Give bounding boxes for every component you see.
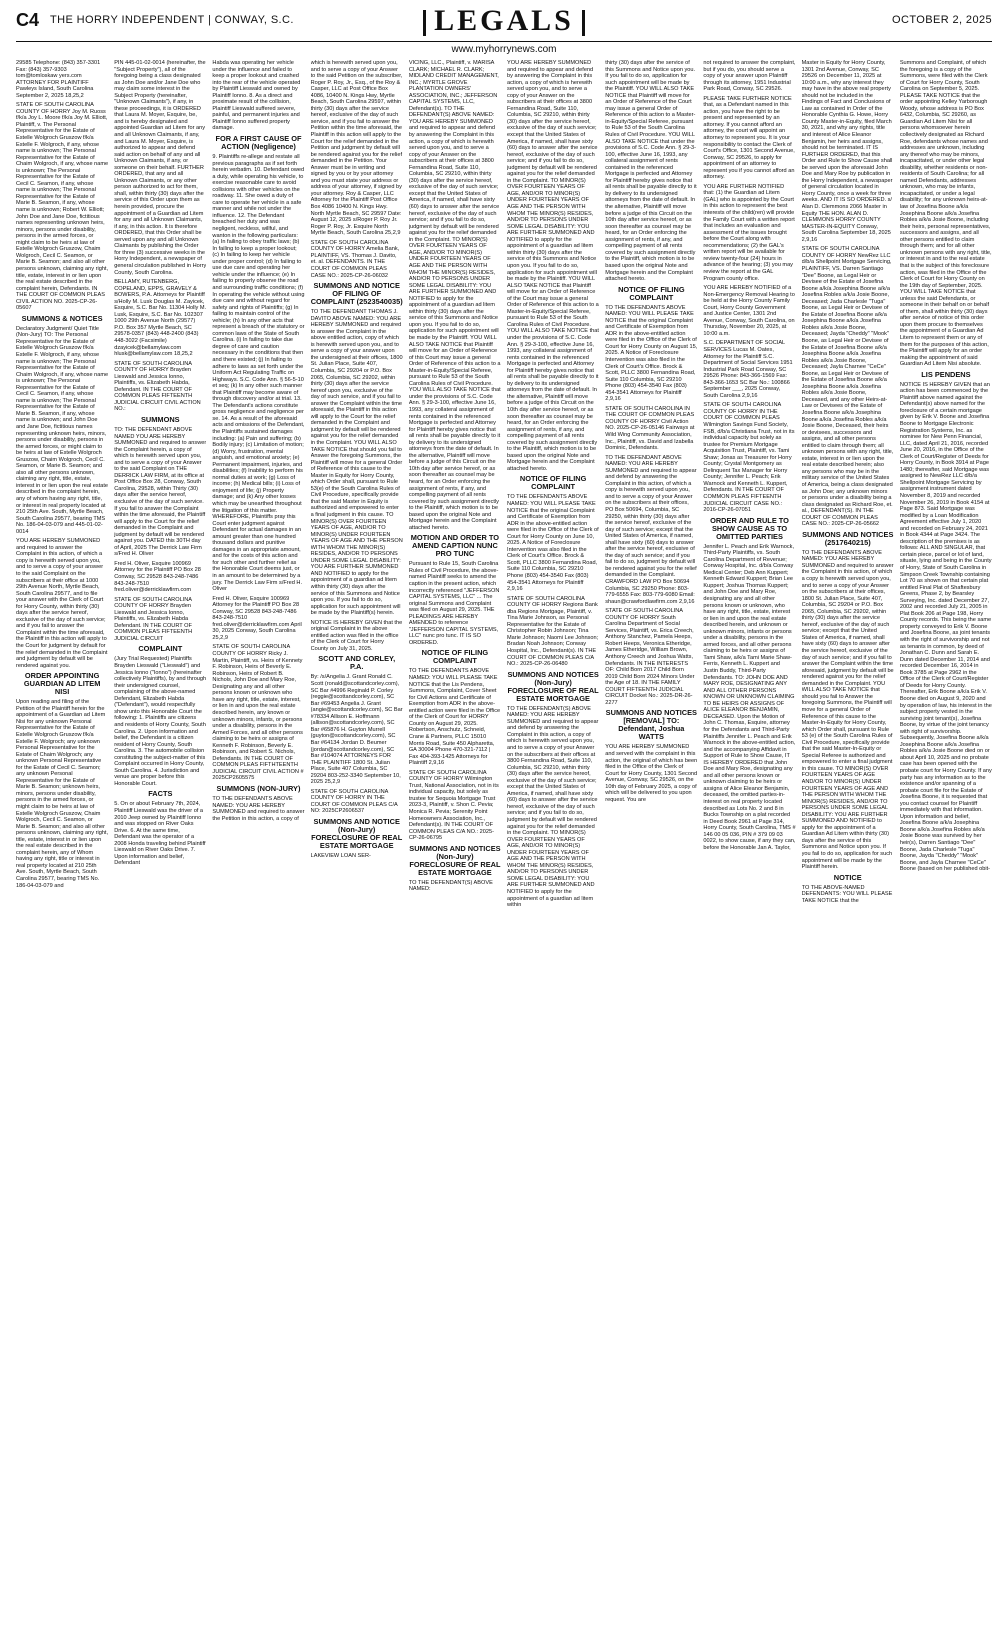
notice-heading: SCOTT AND CORLEY, P.A. [318, 654, 396, 672]
notice-paragraph: STATE OF SOUTH CAROLINA COUNTY OF HORRY Wilmington Trust, National Association, not in its individual capacity, but solely as trustee for Sequoia Mortgage Trust 2023-3, Plaintiff, v. Shon C. Pevia; Monica R. Pevia; Serenity Point Homeowners Association, Inc., Defendant(s). IN THE COURT OF COMMON PLEAS C/A NO.: 2025-CP-26-06795 [408, 769, 499, 842]
notice-heading: SUMMONS AND NOTICES (Non-Jury) FORECLOSURE OF REAL ESTATE MORTGAGE [409, 843, 501, 877]
notice-paragraph: YOU ARE FURTHER NOTIFIED that: (1) the Guardian ad Litem (GAL) who is appointed by the Court in this action to represent the best interests of the child(ren) will provide the Family Court with a written report that includes an evaluation and assessment of the issues brought before the Court along with recommendations; (2) the GAL's written report will be available for review twenty-four (24) hours in advance of the hearing; (3) you may review the report at the GAL Program county office. [703, 183, 795, 282]
notice-paragraph: STATE OF SOUTH CAROLINA COUNTY OF HORRY Joy M. Ruoss f/k/a Joy L. Moore f/k/a Joy M. Elliott, Plaintiff, v. The Personal Representative for the Estate of Estelle Wolgroch Gruszow f/k/a Estelle F. Wolgroch, if any, whose name is unknown; The Personal Representative for the Estate of Chaim Wolgroch, if any, whose name is unknown; The Personal Representative for the Estate of Cecil C. Seamon, if any, whose name is unknown; The Personal Representative for the Estate of Marie B. Seamon, if any, whose name is unknown; Robert W. Elliott; John Doe and Jane Doe, fictitious names representing unknown heirs, minors, persons under disability, persons in the armed forces, or might claim to be heirs at law of Estelle Wolgroch Gruszow, Chaim Wolgroch, Cecil C. Seamon, or Marie B. Seamon; and also all other persons unknown, claiming any right, title, estate, interest in or lien upon the real estate described in the complaint herein, Defendants. IN THE COURT OF COMMON PLEAS CIVIL ACTION NO. 2025-CP-26-05607 [16, 102, 109, 312]
notice-paragraph: YOU ARE HEREBY SUMMONED and required to appear and defend by answering the Complaint in this action, a copy of which is herewith served upon you, and to serve a copy of your Answer on the subscribers at their offices at 3800 Fernandina Road, Suite 110, Columbia, SC 29210, within thirty (30) days after the service hereof, exclusive of the day of such service; except that the United States of America, if named, shall have sixty (60) days to answer after the service hereof, exclusive of the day of such service; and if you fail to do so, judgment by default will be rendered against you for the relief demanded in the Complaint. TO MINOR(S) OVER FOURTEEN YEARS OF AGE, AND/OR TO MINOR(S) UNDER FOURTEEN YEARS OF AGE AND THE PERSON WITH WHOM THE MINOR(S) RESIDES, AND/OR TO PERSONS UNDER SOME LEGAL DISABILITY: YOU ARE FURTHER SUMMONED AND NOTIFIED to apply for the appointment of a guardian ad litem within thirty (30) days after the service of this Summons and Notice upon you. If you fail to do so, application for such appointment will be made by the Plaintiff. YOU WILL ALSO TAKE NOTICE that Plaintiff will move for an Order of Reference of the Court may issue a general Order of Reference of this action to a Master-in-Equity/Special Referee, pursuant to Rule 53 of the South Carolina Rules of Civil Procedure. YOU WILL ALSO TAKE NOTICE that under the provisions of S.C. Code Ann. § 29-3-100, effective June 16, 1993, any collateral assignment of rents contained in the referenced Mortgage is perfected and Attorney for Plaintiff hereby gives notice that all rents shall be payable directly to it by delivery to its undersigned attorneys from the date of default. In the alternative, Plaintiff will move before a judge of this Circuit on the 10th day after service hereof, or as soon thereafter as counsel may be heard, for an Order enforcing the assignment of rents, if any, and compelling payment of all rents covered by such assignment directly to the Plaintiff, which motion is to be based upon the original Note and Mortgage herein and the Complaint attached hereto. [507, 60, 599, 472]
notice-paragraph: Fred H. Oliver, Esquire 100969 Attorney for the Plaintiff PO Box 28 Conway, SC 29528 843-248-7486 843-248-7510 fred.oliver@derricklawfirm.com [114, 560, 201, 594]
notice-paragraph: By: /s/Angelia J. Grant Ronald C. Scott (ronald@scottandcorley.com), SC Bar #4996 Reginald P. Corley (reggie@scottandcorley.com), SC Bar #69453 Angelia J. Grant (angie@scottandcorley.com), SC Bar #78334 Allison E. Hoffmann (allison@scottandcorley.com), SC Bar #65876 H. Guyton Murrell (guyton@scottandcorley.com), SC Bar #64134 Jordan D. Beumer (jordan@scottandcorley.com), SC Bar #104074 ATTORNEYS FOR THE PLAINTIFF 1800 St. Julian Place, Suite 407 Columbia, SC 29204 803-252-3340 September 10, 2025 25,2,9 [310, 674, 403, 786]
notice-paragraph: YOU ARE HEREBY NOTIFIED of a Non-Emergency Removal Hearing to be held at the Horry County Family Court, Horry County Government and Justice Center, 1301 2nd Avenue, Conway, South Carolina, on Thursday, November 20, 2025, at 10:00 a.m. [703, 285, 795, 337]
issue-date: OCTOBER 2, 2025 [892, 14, 992, 26]
notice-heading: SUMMONS AND NOTICES (Non-Jury) FORECLOSURE OF REAL ESTATE MORTGAGE [507, 669, 599, 703]
column-1 [16, 60, 108, 1630]
notice-paragraph: not required to answer the complaint, but if you do, you should serve a copy of your answer upon Plaintiff through its attorney, 1951 Industrial Park Road, Conway, SC 29526. [703, 60, 796, 93]
notice-heading: FACTS [148, 789, 173, 799]
notice-paragraph: 9. Plaintiffs re-allege and restate all previous paragraphs as if set forth herein verbatim. 10. Defendant owed a duty, while operating his vehicle, to exercise reasonable care to avoid collisions with other vehicles on the roadway. 11. She owed a duty of care to operate her vehicle in a safe manner and while not under the influence. 12. The Defendant breached her duty and was negligent, reckless, willful, and wanton in the following particulars: (a) In failing to obey traffic laws; (b) In failing to keep a proper lookout; (c) In failing to keep her vehicle under proper control; (d) In failing to use due care and operating her vehicle under the influence; (e) In failing to properly observe the road and surrounding traffic conditions; (f) In operating the vehicle without using due care and without regard for safety and rights of Plaintiffs; (g) In failing to maintain control of the vehicle; (h) In any other acts that represent a breach of the statutory or common laws of the State of South Carolina. (i) In failing to take due degree of care and caution necessary in the conditions that then and there existed; (j) In failing to adhere to laws as set forth under the Uniform Act Regulating Traffic on Highways. S.C. Code Ann. § 56-5-10 et seq; (k) In any other such manner that Plaintiff may become aware of through discovery and/or at trial. 13. The Defendant's actions constitute gross negligence and negligence per se. 14. As a result of the aforesaid acts and omissions of the Defendant, the Plaintiffs sustained damages including: (a) Pain and suffering; (b) Bodily injury; (c) Limitation of motion; (d) Worry, frustration, mental anguish, and emotional anxiety; (e) Permanent impairment, injuries, and disabilities; (f) Inability to perform his normal duties at work; (g) Loss of income; (h) Medical bills; (i) Loss of enjoyment of life; (j) Property damage; and (k) Any other losses which may be unearthed throughout the litigation of this matter. WHEREFORE, Plaintiffs pray this Court enter judgment against Defendant for actual damages in an amount greater than one hundred thousand dollars and punitive damages in an appropriate amount, and for the costs of this action and for such other and further relief as the Honorable Court deems just, or in an amount to be determined by a jury. The Derrick Law Firm s/Fred H. Oliver [212, 154, 305, 593]
notice-heading: SUMMONS AND NOTICE OF FILING OF COMPLAINT (2523540035) [310, 281, 403, 307]
notice-paragraph: TO THE ABOVE-NAMED DEFENDANTS: YOU WILL PLEASE TAKE NOTICE that the [801, 884, 893, 904]
publication-name: THE HORRY INDEPENDENT | CONWAY, S.C. [50, 14, 294, 26]
column-6 [507, 60, 599, 1630]
notice-paragraph: PIN 445-01-02-0014 (hereinafter, the "Subject Property"), all of the foregoing being a class designated as John Doe and/or Jane Doe who may claim some interest in the Subject Property (hereinafter, "Unknown Claimants"), if any, in these proceedings, it is ORDERED that Laura M. Moyer, Esquire, be, and is hereby designated and appointed Guardian ad Litem for any and all Unknown Claimants, if any, and Laura M. Moyer, Esquire, is authorized to appear and defend said action on behalf of any and all Unknown Claimants, if any, or someone on their behalf. FURTHER ORDERED, that any and all Unknown Claimants, or any other person authorized to act for them, shall, within thirty (30) days after the service of this Order upon them as herein provided, procure the appointment of a Guardian ad Litem for any and all Unknown Claimants, if any, in this action. It is therefore ORDERED, that this Order shall be served upon any and all Unknown Claimants by publishing the Order for three (3) successive weeks in the Horry Independent, a newspaper of general circulation published in Horry County, South Carolina. [114, 60, 207, 276]
notice-paragraph: TO THE DEFENDANT(S) ABOVE NAMED: YOU ARE HEREBY SUMMONED and required to appear and defend by answering the Complaint in this action, a copy of which is herewith served upon you, and to serve a copy of your Answer on the subscribers at their offices at 3800 Fernandina Road, Suite 110, Columbia, SC 29210, within thirty (30) days after the service hereof, exclusive of the day of such service; except that the United States of America, if named, shall have sixty (60) days to answer after the service hereof, exclusive of the day of such service; and if you fail to do so, judgment by default will be rendered against you for the relief demanded in the Complaint. TO MINOR(S) OVER FOURTEEN YEARS OF AGE, AND/OR TO MINOR(S) UNDER FOURTEEN YEARS OF AGE AND THE PERSON WITH WHOM THE MINOR(S) RESIDES, AND/OR TO PERSONS UNDER SOME LEGAL DISABILITY: YOU ARE FURTHER SUMMONED AND NOTIFIED to apply for the appointment of a guardian ad litem within [507, 705, 599, 909]
notice-paragraph: TO: THE DEFENDANT ABOVE NAMED YOU ARE HEREBY SUMMONED and required to answer the Complaint herein, a copy of which is herewith served upon you, and to serve a copy of your Answer to the said Complaint on THE DERRICK LAW FIRM, at its office at Post Office Box 28, Conway, South Carolina, 29528, within Thirty (30) days after the service hereof, exclusive of the day of such service. If you fail to answer the Complaint within the time aforesaid, the Plaintiff will apply to the Court for the relief demanded in the Complaint and judgment by default will be rendered against you. DATED this 30TH day of April, 2025 The Derrick Law Firm s/Fred H. Oliver [114, 426, 207, 558]
notice-paragraph: STATE OF SOUTH CAROLINA COUNTY OF HORRY IN THE COURT OF COMMON PLEAS Wilmington Savings Fund Society, FSB, d/b/a Christiana Trust, not in its individual capacity but solely as trustee for Premium Mortgage Acquisition Trust, Plaintiff, vs. Tami Shaw; Jonas as Treasurer for Horry County; Crystal Montgomery as Delinquent Tax Manager for Horry County; Jennifer L. Peach; Erik Warnock and Kenneth L. Kuppert, Defendants. IN THE COURT OF COMMON PLEAS FIFTEENTH JUDICIAL CIRCUIT CASE NO.: 2016-CP-26-07051 [703, 402, 795, 514]
column-4 [311, 60, 403, 1630]
notice-paragraph: STATE OF SOUTH CAROLINA COUNTY OF HORRY Brayden Lieswald and Jessica Ionno, Plaintiffs, vs. Elizabeth Habda, Defendant. IN THE COURT OF COMMON PLEAS FIFTEENTH JUDICIAL CIRCUIT CIVIL ACTION NO.: [114, 360, 201, 413]
notice-paragraph: Habda was operating her vehicle under the influence and failed to keep a proper lookout and crashed into the rear of the vehicle operated by Plaintiff Lieswald and owned by Plaintiff Ionno. 8. As a direct and proximate result of the collision, Plaintiff Lieswald suffered severe, painful, and permanent injuries and Plaintiff Ionno suffered property damage. [212, 60, 301, 132]
notice-heading: COMPLAINT [138, 644, 183, 654]
section-bar-left [423, 10, 426, 36]
notice-paragraph: (Jury Trial Requested) Plaintiffs Brayden Lieswald ("Lieswald") and Jessica Ionno ("Ionno") (hereinafter collectively Plaintiffs), by and through their undersigned counsel, complaining of the above-named Defendant, Elizabeth Habda ("Defendant"), would respectfully show unto this Honorable Court the following: 1. Plaintiffs are citizens and residents of Horry County, South Carolina. 2. Upon information and belief, the Defendant is a citizen resident of Horry County, South Carolina. 3. The automobile collision constituting the subject-matter of this Complaint occurred in Horry County, South Carolina. 4. Jurisdiction and venue are proper before this Honorable Court. [114, 656, 207, 787]
notice-heading: SUMMONS AND NOTICES [REMOVAL] TO: Defendant, Joshua WATTS [605, 708, 697, 742]
notice-paragraph: STATE OF SOUTH CAROLINA COUNTY OF HORRY South Carolina Department of Social Services, Plaintiff, vs. Erica Creech, Anthony Stanchez, Pamela Heeps, Robert Heeps, Veronica Etheridge, James Etheridge, William Brown, Anthony Creech and Joshua Watts, Defendants. IN THE INTERESTS OF: Child Born 2017 Child Born 2019 Child Born 2024 Minors Under the Age of 18. IN THE FAMILY COURT FIFTEENTH JUDICIAL CIRCUIT Docket No.: 2025-DR-26-2277 [605, 608, 695, 706]
notice-paragraph: LAKEVIEW LOAN SER- [310, 852, 371, 859]
notice-paragraph: YOU ARE HEREBY SUMMONED and served with the complaint in this action, the original of which has been filed in the Office of the Clerk of Court for Horry County, 1301 Second Avenue, Conway, SC 29526, on the 10th day of February 2025, a copy of which will be delivered to you upon request. You are [605, 744, 698, 803]
column-5 [409, 60, 501, 1630]
section-bar-right [582, 10, 585, 36]
notice-heading: NOTICE OF FILING COMPLAINT [618, 284, 685, 302]
website-link[interactable]: www.myhorrynews.com [451, 44, 557, 55]
notice-heading: NOTICE OF FILING COMPLAINT [519, 474, 587, 492]
page-header [16, 4, 992, 58]
notice-paragraph: YOU ARE HEREBY SUMMONED and required to answer the Complaint in this action, of which a copy is herewith served upon you, and to serve a copy of your answer to the said Complaint on the subscribers at their office at 1000 29th Avenue North, Myrtle Beach, South Carolina 29577, and to file your answer with the Clerk of Court for Horry County, within thirty (30) days after the service hereof, exclusive of the day of such service; and if you fail to answer the Complaint within the time aforesaid, the Plaintiff in this action will apply to the Court for judgment by default for the relief demanded in the Complaint and judgment by default will be rendered against you. [16, 538, 108, 669]
notice-paragraph: STATE OF SOUTH CAROLINA COUNTY OF HORRY Brayden Lieswald and Jessica Ionno, Plaintiffs, vs. Elizabeth Habda Defendant. IN THE COURT OF COMMON PLEAS FIFTEENTH JUDICIAL CIRCUIT [114, 596, 193, 642]
notice-paragraph: NOTICE IS HEREBY GIVEN that an action has been commenced by the Plaintiff above named against the Defendant(s) above named for the foreclosure of a certain mortgage given by Erik V. Boone and Josefina Boone to Mortgage Electronic Registration Systems, Inc. as nominee for New Penn Financial, LLC, dated April 21, 2016, recorded June 20, 2016, in the Office of the Clerk of Court/Register of Deeds for Horry County, in Book 3914 at Page 1480; thereafter, said Mortgage was assigned to NewRez LLC d/b/a Shellpoint Mortgage Servicing by assignment instrument dated November 8, 2019 and recorded November 26, 2019 in Book 4154 at Page 873. Said Mortgage was modified by a Loan Modification Agreement effective July 1, 2020 and recorded on February 24, 2021 in Book 4344 at Page 3424. The description of the premises is as follows: ALL AND SINGULAR, that certain piece, parcel or lot of land, situate, lying and being in the County of Horry, State of South Carolina in Simpson Creek Township containing Lot 70 as shown on that certain plat entitled Final Plat of Shaftesbury Greens, Phase 2, by Bearsley Surveying, Inc. dated December 27, 2002 and recorded July 21, 2005 in Plat Book 206 at Page 198, Horry County records. This being the same property conveyed to Erik V. Boone and Josefina Boone, as joint tenants with the right of survivorship and not as tenants in common, by deed of Jonathan C. Dunn and Sarah E. Dunn dated December 11, 2014 and recorded December 16, 2014 in Book 3785 at Page 2962 in the Office of the Clerk of Court/Register of Deeds for Horry County. Thereafter, Erik Boone a/k/a Erik V. Boone died on August 9, 2020 and by operation of law, his interest in the subject property vested in the surviving joint tenant(s), Josefina Boone, by virtue of the joint tenancy with right of survivorship. Subsequently, Josefina Boone a/k/a Josephina Boone a/k/a Josefina Robles a/k/a Josie Boone died on or about April 10, 2025 and no probate case has been opened with the probate court for Horry County. If any party has any information as to the existence and/or spanning of a probate court file for the Estate of Josefina Boone, it is requested that you contact counsel for Plaintiff immediately with that information. Upon information and belief, Josefina Boone a/k/a Josephina Boone a/k/a Josefina Robles a/k/a Josie Boone was survived by her heir(s), Darren Santiago "Dee" Boone, Jada Charlesle "Tuga" Boone, Jayda "Cheddy" "Mook" Boone, and Jayla Charnee "CeCe" Boone (based on her published obit- [899, 381, 992, 873]
notice-paragraph: TO THE DEFENDANT THOMAS J. DAVITO ABOVE NAMED: YOU ARE HEREBY SUMMONED and required to answer the Complaint in the above entitled action, copy of which is herewith served upon you, and to serve a copy of your answer upon the undersigned at their offices, 1800 St. Julian Place, Suite 407, Columbia, SC 29204 or P.O. Box 2065, Columbia, SC 29202, within thirty (30) days after the service hereof upon you, exclusive of the day of such service, and if you fail to answer the Complaint within the time aforesaid, the Plaintiff in this action will apply to the Court for the relief demanded in the Complaint and judgment by default will be rendered against you for the relief demanded in the Complaint. YOU WILL ALSO TAKE NOTICE that should you fail to Answer the foregoing Summons, the Plaintiff will move for a general Order of Reference of this cause to the Master in Equity for Horry County, which Order shall, pursuant to Rule 53(e) of the South Carolina Rules of Civil Procedure, specifically provide that the said Master in Equity is authorized and empowered to enter a final judgment in this cause. TO MINOR(S) OVER FOURTEEN YEARS OF AGE, AND/OR TO MINOR(S) UNDER FOURTEEN YEARS OF AGE AND THE PERSON WITH WHOM THE MINOR(S) RESIDES, AND/OR TO PERSONS UNDER SOME LEGAL DISABILITY: YOU ARE FURTHER SUMMONED AND NOTIFIED to apply for the appointment of a guardian ad litem within thirty (30) days after the service of this Summons and Notice upon you. If you fail to do so, application for such appointment will be made by the Plaintiff(s) herein. [310, 309, 403, 617]
notice-heading: NOTICE [833, 872, 862, 882]
notice-paragraph: STATE OF SOUTH CAROLINA COUNTY OF HORRY IN THE COURT OF COMMON PLEAS C/A NO: 2025CP2606537 [310, 788, 398, 815]
notice-heading: SUMMONS AND NOTICE (Non-Jury) FORECLOSURE OF REAL ESTATE MORTGAGE [311, 816, 403, 850]
notice-heading: ORDER APPOINTING GUARDIAN AD LITEM NISI [23, 671, 101, 697]
notice-heading: SUMMONS (NON-JURY) [216, 783, 301, 793]
notice-paragraph: Upon reading and filing of the Petition of the Plaintiff herein for the appointment of a Guardian ad Litem Nisi for any unknown Personal Representative for the Estate of Estelle Wolgroch Gruszow f/k/a Estelle F. Wolgroch; any unknown Personal Representative for the Estate of Chaim Wolgroch; any unknown Personal Representative for the Estate of Cecil C. Seamon; any unknown Personal Representative for the Estate of Marie B. Seamon; unknown heirs, minors, persons under disability, persons in the armed forces, or might claim to be heirs at law of Estelle Wolgroch Gruszow, Chaim Wolgroch, Cecil C. Seamon, or Marie B. Seamon; and also all other persons unknown, claiming any right, title, estate, interest in or lien upon the real estate described in the complaint herein, any of Whom having any right, title or interest in real property located at 210 25th Ave. South, Myrtle Beach, South Carolina 29577, bearing TMS No. 186-04-03-079 and [16, 699, 109, 889]
notice-paragraph: TO THE DEFENDANTS ABOVE NAMED: YOU ARE HEREBY SUMMONED and required to answer the Complaint in this action, of which a copy is herewith served upon you, and to serve a copy of your Answer on the subscribers at their offices, 1800 St. Julian Place, Suite 407, Columbia, SC 29204 or P.O. Box 2065, Columbia, SC 29202, within thirty (30) days after the service hereof, exclusive of the day of such service; except that the United States of America, if named, shall have sixty (60) days to answer after the service hereof, exclusive of the day of such service; and if you fail to answer the Complaint within the time aforesaid, judgment by default will be rendered against you for the relief demanded in the Complaint. YOU WILL ALSO TAKE NOTICE that should you fail to Answer the foregoing Summons, the Plaintiff will move for a general Order of Reference of this cause to the Master-In-Equity for Horry County, which Order shall, pursuant to Rule 53 (e) of the South Carolina Rules of Civil Procedure, specifically provide that the said Master-In-Equity or Special Referee is authorized and empowered to enter a final judgment in this cause. TO MINOR(S) OVER FOURTEEN YEARS OF AGE AND/OR TO MINOR(S) UNDER FOURTEEN YEARS OF AGE AND THE PERSON WITH WHOM THE MINOR(S) RESIDES, AND/OR TO PERSONS UNDER SOME LEGAL DISABILITY: YOU ARE FURTHER SUMMONED AND NOTIFIED to apply for the appointment of a Guardian Ad Litem within thirty (30) days after the service of this Summons and Notice upon you. If you fail to do so, application for such appointment will be made by the Plaintiff herein. [801, 549, 894, 871]
notice-paragraph: S.C. DEPARTMENT OF SOCIAL SERVICES Lucas M. Oates, Attorney for the Plaintiff S.C. Department of Social Services 1951 Industrial Park Road Conway, SC 29526 Phone: 843-366-1569 Fax: 843-366-1653 SC Bar No.: 100866 September ___, 2025 Conway, South Carolina 2,9,16 [703, 340, 793, 399]
column-10 [900, 60, 992, 1630]
notice-heading: SUMMONS & NOTICES [21, 313, 103, 323]
header-rule [16, 41, 992, 42]
notice-paragraph: Fred H. Oliver, Esquire 100969 Attorney for the Plaintiff PO Box 28 Conway, SC 29528 843-248-7486 843-248-7510 fred.oliver@derricklawfirm.com April 30, 2025 Conway, South Carolina 25,2,9 [212, 595, 302, 641]
notice-paragraph: Pursuant to Rule 15, South Carolina Rules of Civil Procedure, the above-named Plaintiff seeks to amend the caption in the present action, which incorrectly referenced "JEFFERSON CAPITAL SYSTEMS, LLC" ... The original Summons and Complaint was filed on August 29, 2025. THE PLEADINGS ARE HEREBY AMENDED to reference "JEFFERSON CAPITAL SYSTEMS, LLC" nunc pro tunc. IT IS SO ORDERED. [408, 561, 500, 646]
notice-paragraph: Summons and Complaint, of which the foregoing is a copy of the Summons, were filed with the Clerk of Court for Horry County, South Carolina on September 5, 2025. PLEASE TAKE NOTICE that the order appointing Kelley Yarborough Woody, whose address is PO Box 6432, Columbia, SC 29260, as Guardian Ad Litem Nisi for all persons whomsoever herein collectively designated as Richard Roe, defendants whose names and addresses are unknown, including any thereof who may be minors, incapacitated, or under other legal disability, whether residents or non-residents of South Carolina; for all named Defendants, addresses unknown, who may be infants, incapacitated, or under a legal disability; for any unknown heirs-at-law of Josefina Boone a/k/a Josephina Boone a/k/a Josefina Robles a/k/a Josie Boone, including their heirs, personal representatives, successors and assigns, and all other persons entitled to claim through them; and for all other unknown persons with any right, title, or interest in and to the real estate that is the subject of this foreclosure action, was filed in the Office of the Clerk of Court for Horry County on the 19th day of September, 2025. YOU WILL TAKE NOTICE that unless the said Defendants, or someone in their behalf on or behalf of them, shall within thirty (30) days after service of notice of this order upon them procure to themselves the appointment of a Guardian Ad Litem to represent them or any of them for the purposes of this action, the Plaintiff will apply for an order making the appointment of said Guardian Ad Litem Nisi absolute. [899, 60, 992, 368]
notice-paragraph: Declaratory Judgment/ Quiet Title (Non-Jury) TO: The Personal Representative for the Estate of Estelle Wolgroch Gruszow f/k/a Estelle F. Wolgroch, if any, whose name is unknown; The Personal Representative for the Estate of Chaim Wolgroch, if any, whose name is unknown; The Personal Representative for the Estate of Cecil C. Seamon, if any, whose name is unknown; The Personal Representative for the Estate of Marie B. Seamon, if any, whose name is unknown; and John Doe and Jane Doe, fictitious names representing unknown heirs, minors, persons under disability, persons in the armed forces, or might claim to be heirs at law of Estelle Wolgroch Gruszow, Chaim Wolgroch, Cecil C. Seamon, or Marie B. Seamon; and also all other persons unknown, claiming any right, title, estate, interest in or lien upon the real estate described in the complaint herein, any of whom having any right, title, or interest in real property located at 210 25th Ave. South, Myrtle Beach, South Carolina 29577, bearing TMS No. 186-04-03-079 and 445-01-02-0014 [16, 325, 109, 535]
notice-paragraph: TO THE DEFENDANTS ABOVE NAMED: YOU WILL PLEASE TAKE NOTICE that the original Complaint and Certificate of Exemption from ADR in the above-entitled action were filed in the Office of the Clerk of Court for Horry County on June 10, 2025. A Notice of Foreclosure Intervention was also filed in the Clerk of Court's Office. Brock & Scott, PLLC 3800 Fernandina Road, Suite 110 Columbia, SC 29210 Phone (803) 454-3540 Fax (803) 454-3541 Attorneys for Plaintiff 2,9,16 [507, 494, 599, 593]
notice-heading: ORDER AND RULE TO SHOW CAUSE AS TO OMITTED PARTIES [710, 515, 789, 541]
column-8 [703, 60, 795, 1630]
notice-heading: LIS PENDENS [921, 369, 971, 379]
notice-paragraph: STATE OF SOUTH CAROLINA COUNTY OF HORRY Regions Bank dba Regions Mortgage, Plaintiff, v. Tina Marie Johnson, as Personal Representative for the Estate of Christopher Robin Johnson; Tina Marie Johnson; Naomi Lee Johnson; Bradan Noah Johnson; Conway Hospital, Inc., Defendant(s). IN THE COURT OF COMMON PLEAS C/A NO.: 2025-CP-26-06480 [507, 595, 599, 668]
notice-paragraph: VICING, LLC., Plaintiff, v. MARISA CLARK; MICHAEL R. CLARK; MIDLAND CREDIT MANAGEMENT, INC.; MYRTLE GROVE PLANTATION OWNERS' ASSOCIATION, INC.; JEFFERSON CAPITAL SYSTEMS, LLC, Defendant(s). TO THE DEFENDANT(S) ABOVE NAMED: YOU ARE HEREBY SUMMONED and required to appear and defend by answering the Complaint in this action, a copy of which is herewith served upon you, and to serve a copy of your Answer on the subscribers at their offices at 3800 Fernandina Road, Suite 110, Columbia, SC 29210, within thirty (30) days after the service hereof, exclusive of the day of such service; except that the United States of America, if named, shall have sixty (60) days to answer after the service hereof, exclusive of the day of such service; and if you fail to do so, judgment by default will be rendered against you for the relief demanded in the Complaint. TO MINOR(S) OVER FOURTEEN YEARS OF AGE, AND/OR TO MINOR(S) UNDER FOURTEEN YEARS OF AGE AND THE PERSON WITH WHOM THE MINOR(S) RESIDES, AND/OR TO PERSONS UNDER SOME LEGAL DISABILITY: YOU ARE FURTHER SUMMONED AND NOTIFIED to apply for the appointment of a guardian ad litem within thirty (30) days after the service of this Summons and Notice upon you. If you fail to do so, application for such appointment will be made by the Plaintiff. YOU WILL ALSO TAKE NOTICE that Plaintiff will move for an Order of Reference of this Court may issue a general Order of Reference of this action to a Master-in-Equity/Special Referee, pursuant to Rule 53 of the South Carolina Rules of Civil Procedure. YOU WILL ALSO TAKE NOTICE that under the provisions of S.C. Code Ann. § 29-3-100, effective June 16, 1993, any collateral assignment of rents contained in the referenced Mortgage is perfected and Attorney for Plaintiff hereby gives notice that all rents shall be payable directly to it by delivery to its undersigned attorneys from the date of default. In the alternative, Plaintiff will move before a judge of this Circuit on the 10th day after service hereof, or as soon thereafter as counsel may be heard, for an Order enforcing the assignment of rents, if any, and compelling payment of all rents covered by such assignment directly to the Plaintiff, which motion is to be based upon the original Note and Mortgage herein and the Complaint attached hereto. [408, 60, 501, 531]
notice-paragraph: TO THE DEFENDANTS ABOVE NAMED: YOU ARE HEREBY SUMMONED and required to answer the Petition in this action, a copy of [212, 795, 305, 822]
notice-paragraph: TO THE DEFENDANT(S) ABOVE NAMED: [408, 879, 493, 893]
notice-heading: SUMMONS AND NOTICES (2517640215) [802, 529, 894, 547]
column-3 [212, 60, 304, 1630]
column-2 [114, 60, 206, 1630]
notice-paragraph: thirty (30) days after the service of this Summons and Notice upon you. If you fail to do so, application for such appointment will be made by the Plaintiff. YOU WILL ALSO TAKE NOTICE that Plaintiff will move for an Order of Reference of the Court may issue a general Order of Reference of this action to a Master-in-Equity/Special Referee, pursuant to Rule 53 of the South Carolina Rules of Civil Procedure. YOU WILL ALSO TAKE NOTICE that under the provisions of S.C. Code Ann. § 29-3-100, effective June 16, 1993, any collateral assignment of rents contained in the referenced Mortgage is perfected and Attorney for Plaintiff hereby gives notice that all rents shall be payable directly to it by delivery to its undersigned attorneys from the date of default. In the alternative, Plaintiff will move before a judge of this Circuit on the 10th day after service hereof, or as soon thereafter as counsel may be heard, for an Order enforcing the assignment of rents, if any, and compelling payment of all rents covered by such assignment directly to the Plaintiff, which motion is to be based upon the original Note and Mortgage herein and the Complaint attached hereto. [605, 60, 697, 283]
notice-paragraph: which is herewith served upon you, and to serve a copy of your Answer to the said Petition on the subscriber, Roger P. Roy, Jr., Esq., of the Roy & Casper, LLC at Post Office Box 4086, 10400 N. Kings Hwy, Myrtle Beach, South Carolina 29597, within thirty (30) days after the service hereof, exclusive of the day of such service, and if you fail to answer the Petition within the time aforesaid, the Plaintiff in this action will apply to the Court for the relief demanded in the Petition and judgment by default will be rendered against you for the relief demanded in the Petition. Your Answer must be in writing and signed by you or by your attorney and you must state your address or address of your attorney, if signed by your attorney. Roy & Casper, LLC Attorney for the Plaintiff Post Office Box 4086 10400 N. Kings Hwy. North Myrtle Beach, SC 29597 Date: August 12, 2025 s/Roger P. Roy Jr. Roger P. Roy, Jr. Esquire North Myrtle Beach, South Carolina 25,2,9 [310, 60, 403, 237]
notice-paragraph: STATE OF SOUTH CAROLINA COUNTY OF HORRY NewRez LLC d/b/a Shellpoint Mortgage Servicing, PLAINTIFF, VS. Darren Santiago "Dee" Boone, as Legal Heir or Devisee of the Estate of Josefina Boone a/k/a Josephina Boone a/k/a Josefina Robles a/k/a Josie Boone, Deceased; Jada Charlesle "Tuga" Boone, as Legal Heir or Devisee of the Estate of Josefina Boone a/k/a Josephina Boone a/k/a Josefina Robles a/k/a Josie Boone, Deceased; Jayda "Cheddy" "Mook" Boone, as Legal Heir or Devisee of the Estate of Josefina Boone a/k/a Josephina Boone a/k/a Josefina Robles a/k/a Josie Boone, Deceased; Jayla Charnee "CeCe" Boone, as Legal Heir or Devisee of the Estate of Josefina Boone a/k/a Josephina Boone a/k/a Josefina Robles a/k/a Josie Boone, Deceased, and any other Heirs-at-Law or Devisees of the Estate of Josefina Boone a/k/a Josephina Boone a/k/a Josefina Robles a/k/a Josie Boone, Deceased, their heirs or devisees, successors and assigns, and all other persons entitled to claim through them; all unknown persons with any right, title, estate, interest in or lien upon the real estate described herein; also any persons who may be in the military service of the United States of America, being a class designated as John Doe; any unknown minors or persons under a disability being a class designated as Richard Roe, et. al., DEFENDANT(S). IN THE COURT OF COMMON PLEAS CASE NO.: 2025-CP-26-05662 [801, 246, 894, 528]
section-title-text: LEGALS [434, 4, 574, 37]
notice-paragraph: 29585 Telephone: (843) 357-3301 Fax: (843) 357-9303 tom@tomloskaw yers.com ATTORNEY FOR PLAINTIFF Pawleys Island, South Carolina September 2, 2025 18,25,2 [16, 60, 101, 99]
notice-heading: MOTION AND ORDER TO AMEND CAPTION NUNC PRO TUNC [410, 533, 500, 559]
legal-notices-columns [16, 60, 992, 1630]
notice-heading: FOR A FIRST CAUSE OF ACTION (Negligence) [215, 134, 302, 152]
notice-paragraph: TO THE DEFENDANTS ABOVE NAMED: YOU WILL PLEASE TAKE NOTICE that the Lis Pendens, Summons, Complaint, Cover Sheet for Civil Actions and Certificate of Exemption from ADR in the above-entitled action were filed in the Office of the Clerk of Court for HORRY County on August 29, 2025. Robertson, Anschutz, Schneid, Crane & Partners, PLLC 15010 Morris Road, Suite 450 Alpharetta, GA 30004 Phone 470-321-7112 | Fax 404-393-1425 Attorneys for Plaintiff 2,9,16 [408, 668, 501, 767]
notice-paragraph: BELLAMY, RUTENBERG, COPELAND, EPPS, GRAVELY & BOWERS, P.A. Attorneys for Plaintiff s/Holly M. Lusk Douglas M. Zayicek, Esquire, S.C. Bar No. 11304 Holly M. Lusk, Esquire, S.C. Bar No. 102307 1000 29th Avenue North (29577) P.O. Box 357 Myrtle Beach, SC 29578-0357 (843) 448-2400 (843) 448-3022 (Facsimile) dzayicek@bellamylaw.com hlusk@bellamylaw.com 18,25,2 [114, 279, 207, 358]
notice-paragraph: 5. On or about February 7th, 2024, Plaintiff Lieswald was the driver of a 2010 Jeep owned by Plaintiff Ionno and was stopped on River Oaks Drive. 6. At the same time, Defendant was the operator of a 2008 Honda traveling behind Plaintiff Lieswald on River Oaks Drive. 7. Upon information and belief, Defendant [114, 801, 206, 867]
notice-paragraph: STATE OF SOUTH CAROLINA COUNTY OF HORRY Ricky J. Martin, Plaintiff, vs. Heirs of Kennety F. Robinson, Heirs of Beverly E. Robinson, Heirs of Robert B. Nichols, John Doe and Mary Roe, Designating any and all other persons known or unknown who have any right, title, estate, interest, or lien in and upon the real estate described herein, any known or unknown minors, infants, or persons under a disability, persons in the Armed Forces, and all other persons claiming to be heirs or assigns of Kenneth F. Robinson, Beverly E. Robinson, and Robert S. Nichols, Defendants. IN THE COURT OF COMMON PLEAS FIFTHTEENTH JUDICIAL CIRCUIT CIVIL ACTION # 2025CP2605575 [212, 644, 304, 782]
section-title [16, 4, 992, 38]
notice-heading: NOTICE OF FILING COMPLAINT [421, 648, 489, 666]
notice-paragraph: NOTICE IS HEREBY GIVEN that the original Complaint in the above entitled action was filed in the office of the Clerk of Court for Horry County on July 31, 2025. [310, 619, 403, 652]
column-9 [802, 60, 894, 1630]
notice-paragraph: TO THE DEFENDANTS ABOVE NAMED: YOU WILL PLEASE TAKE NOTICE that the original Complaint and Certificate of Exemption from ADR in the above-entitled action were filed in the Office of the Clerk of Court for Horry County on August 15, 2025. A Notice of Foreclosure Intervention was also filed in the Clerk of Court's Office. Brock & Scott, PLLC 3800 Fernandina Road, Suite 110 Columbia, SC 29210 Phone (803) 454-3540 Fax (803) 454-3541 Attorneys for Plaintiff 2,9,16 [605, 304, 698, 403]
notice-paragraph: TO THE DEFENDANT ABOVE NAMED: YOU ARE HEREBY SUMMONED and required to appear and defend by answering the Complaint in this action, of which a copy is herewith served upon you, and to serve a copy of your Answer on the subscribers at their offices, PO Box 50694, Columbia, SC 29250, within thirty (30) days after the service hereof, exclusive of the day of such service; except that the United States of America, if named, shall have sixty (60) days to answer after the service hereof, exclusive of the day of such service; and if you fail to do so, judgment by default will be rendered against you for the relief demanded in the Complaint. CRAWFORD LAW PO Box 50694 Columbia, SC 29250 Phone: 803-779-6555 Fax: 803-779-6080 Email: shaun@crawfordlawfirm.com 2,9,16 [605, 454, 697, 605]
notice-heading: SUMMONS [141, 414, 180, 424]
notice-paragraph: STATE OF SOUTH CAROLINA COUNTY OF HORRY Amelia Bank, PLAINTIFF, VS. Thomas J. Davito, et. al. DEFENDANTS. IN THE COURT OF COMMON PLEAS CASE NO.: 2025-CP-26-06032 [310, 239, 400, 279]
notice-paragraph: Jennifer L. Peach and Erik Warnock, Third-Party Plaintiffs, vs. South Carolina Department of Revenue; Conway Hospital, Inc. d/b/a Conway Medical Center; Deb Ann Kuppert; Kenneth Edward Kuppert; Brian Lee Kuppert; Joshua Thomas Kuppert; and John Doe and Mary Roe, designating any and all other persons known or unknown, who have any right, title, estate, interest or lien in and upon the real estate described herein, and unknown or unknown minors, infants or persons under a disability, persons in the armed forces, and all other persons claiming to be heirs or assigns of Tami Shaw, a/k/a Tami Marie Shaw-Ferris, Kenneth L. Kuppert and Justin Buddy, Third-Party Defendants. TO: JOHN DOE AND MARY ROE, DESIGNATING ANY AND ALL OTHER PERSONS KNOWN OR UNKNOWN CLAIMING TO BE HEIRS OR ASSIGNS OF ALICE ELEANOR BENJAMIN, DECEASED. Upon the Motion of John C. Thomas, Esquire, attorney for the Defendants and Third-Party Plaintiffs Jennifer L. Peach and Erik Warnock in the above-entitled action, and the accompanying Affidavit in Support of Rule to Show Cause, IT IS HEREBY ORDERED that John Doe and Mary Roe, designating any and all other persons known or unknown claiming to be heirs or assigns of Alice Eleanor Benjamin, deceased, the omitted parties-in-interest on real property located described as Lots No. 2 and 8 in Bucks Township on a plat recorded in Deed Book 2961 at Page 314, Horry County, South Carolina, TMS # 146 00 05 036, PIN # 379 09 03 0022, to show cause, if any they can, before the Honorable Jan A. Taylor, [703, 543, 796, 851]
notice-paragraph: STATE OF SOUTH CAROLINA IN THE COURT OF COMMON PLEAS COUNTY OF HORRY Civil Action NO. 2025-CP-26-05146 Fairways at Wild Wing Community Association, Inc., Plaintiff, vs. David and Izabella Dominic, Defendants. [605, 405, 695, 452]
page-number: C4 [16, 10, 40, 30]
notice-paragraph: Master in Equity for Horry County, 1301 2nd Avenue, Conway, SC 29526 on December 11, 2025 at 10:00 a.m., why any interest they may have in the above real property should not be included in the Findings of Fact and Conclusions of Law as contained in Order of the Honorable Cynthia G. Howe, Horry County Master-in-Equity, filed March 30, 2021, and why any rights, title and interest of Alice Eleanor Benjamin, her heirs and assigns, should not be terminated. IT IS FURTHER ORDERED, that this Order and Rule to Show Cause shall be served upon the aforesaid John Doe and Mary Roe by publication in the Horry Independent, a newspaper of general circulation located in Horry County, once a week for three weeks. AND IT IS SO ORDERED. s/ Alan D. Clemmons 2066 Master in Equity THE HON. ALAN D. CLEMMONS HORRY COUNTY MASTER-IN-EQUITY Conway, South Carolina September 18, 2025 2,9,16 [801, 60, 893, 243]
notice-paragraph: PLEASE TAKE FURTHER NOTICE that, as a Defendant named in this action, you have the right to be present and represented by an attorney. If you cannot afford an attorney, the court will appoint an attorney to represent you. It is your responsibility to contact the Clerk of Court's Office, 1301 Second Avenue, Conway, SC 29526, to apply for appointment of an attorney to represent you if you cannot afford an attorney. [703, 95, 795, 181]
column-7 [605, 60, 697, 1630]
